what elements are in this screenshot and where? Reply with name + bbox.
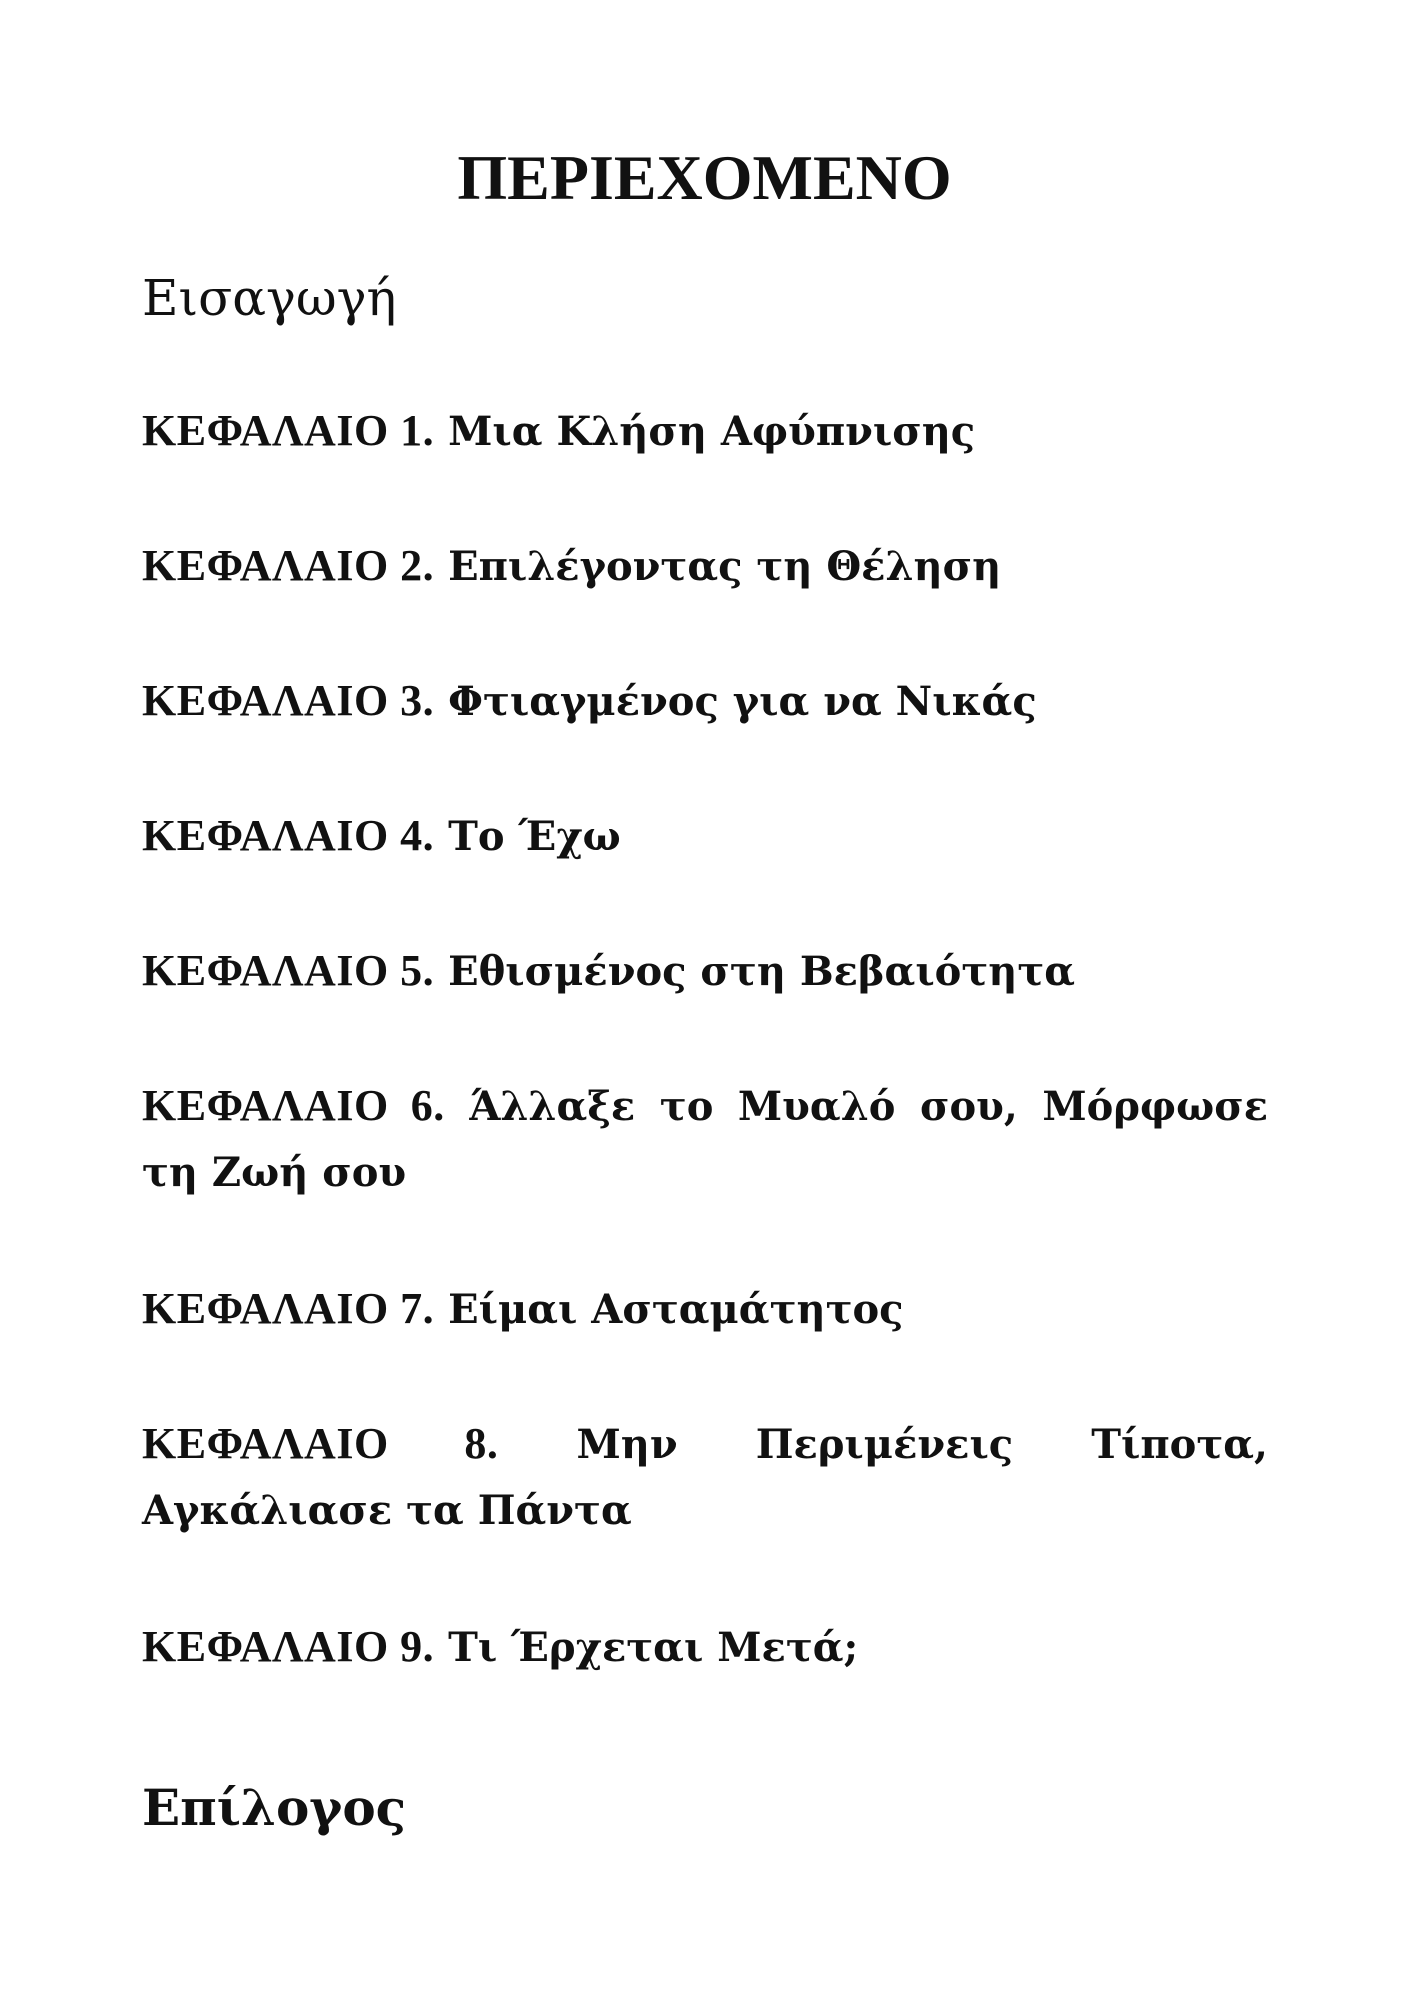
chapter-label: ΚΕΦΑΛΑΙΟ 1. <box>142 406 435 455</box>
chapter-title: Εθισμένος στη Βεβαιότητα <box>448 948 1076 995</box>
chapter-title: Επιλέγοντας τη Θέληση <box>448 543 1002 590</box>
chapter-title: Φτιαγμένος για να Νικάς <box>448 678 1037 725</box>
chapter-label: ΚΕΦΑΛΑΙΟ 8. <box>142 1419 499 1468</box>
chapter-label: ΚΕΦΑΛΑΙΟ 4. <box>142 811 435 860</box>
toc-chapter-4 <box>142 803 1268 870</box>
chapter-label: ΚΕΦΑΛΑΙΟ 3. <box>142 676 435 725</box>
chapter-title: Είμαι Ασταμάτητος <box>448 1286 904 1333</box>
chapter-label: ΚΕΦΑΛΑΙΟ 5. <box>142 946 435 995</box>
toc-chapter-5 <box>142 938 1268 1005</box>
chapter-title: Μια Κλήση Αφύπνισης <box>448 408 976 455</box>
chapter-label: ΚΕΦΑΛΑΙΟ 7. <box>142 1284 435 1333</box>
toc-introduction: Εισαγωγή <box>142 269 397 327</box>
toc-chapter-3 <box>142 668 1268 735</box>
toc-epilogue: Επίλογος <box>142 1778 407 1837</box>
chapter-label: ΚΕΦΑΛΑΙΟ 2. <box>142 541 435 590</box>
chapter-title: Μην Περιμένεις Τίποτα, Αγκάλιασε τα Πάντα <box>142 1421 1268 1534</box>
chapter-title: Άλλαξε το Μυαλό σου, Μόρφωσε τη Ζωή σου <box>142 1083 1269 1196</box>
toc-chapter-8 <box>142 1411 1268 1544</box>
toc-chapter-1 <box>142 398 1268 465</box>
chapter-title: Το Έχω <box>448 813 621 860</box>
toc-chapter-7 <box>142 1276 1268 1343</box>
chapter-title: Τι Έρχεται Μετά; <box>448 1624 859 1671</box>
toc-chapter-2 <box>142 533 1268 600</box>
toc-chapter-6 <box>142 1073 1268 1206</box>
toc-chapter-9 <box>142 1614 1268 1681</box>
toc-heading: ΠΕΡΙΕΧΟΜΕΝΟ <box>457 142 952 213</box>
chapter-label: ΚΕΦΑΛΑΙΟ 9. <box>142 1622 435 1671</box>
chapter-label: ΚΕΦΑΛΑΙΟ 6. <box>142 1081 445 1130</box>
